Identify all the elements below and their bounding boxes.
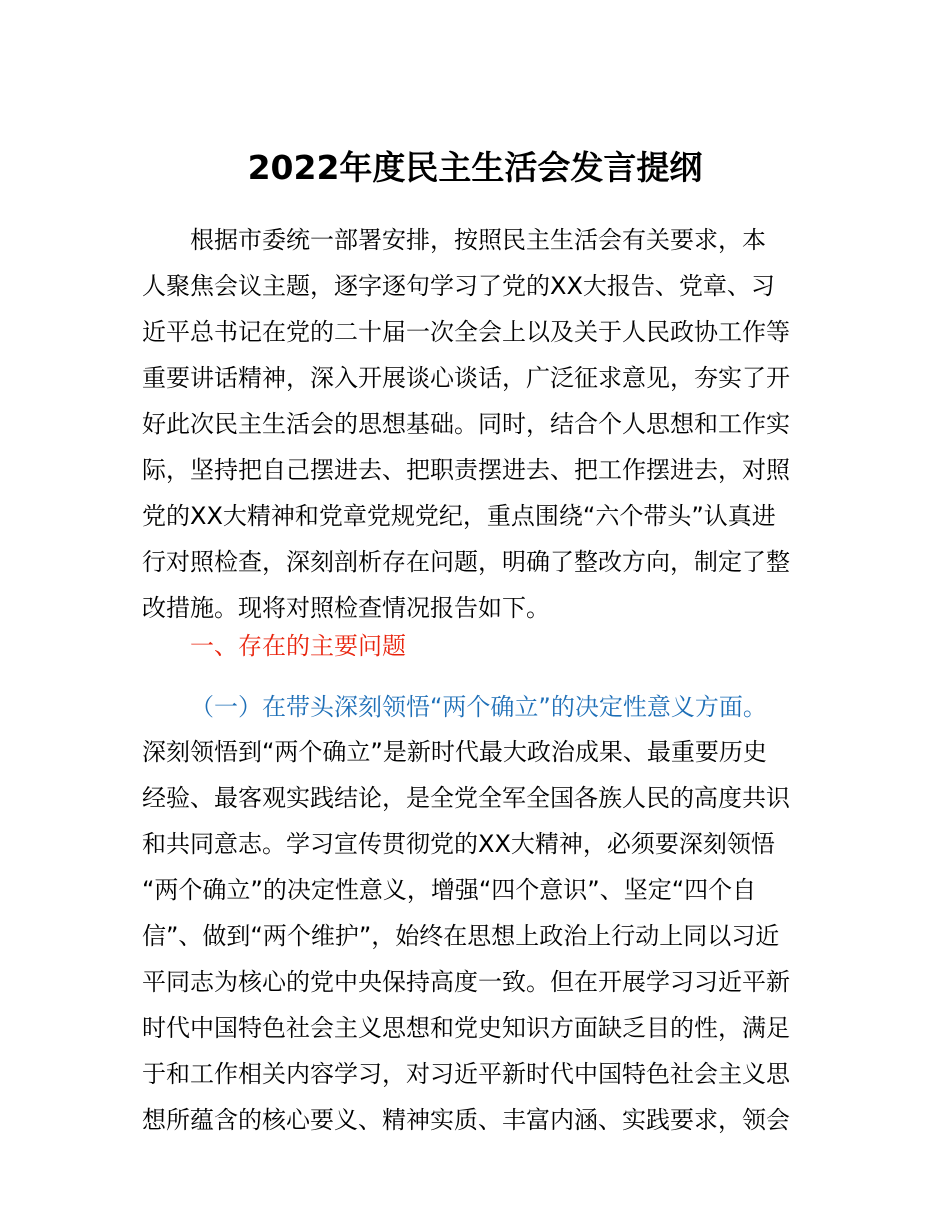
- intro-line-3: 近平总书记在党的二十届一次全会上以及关于人民政协工作等: [142, 318, 790, 346]
- body-line-4: “两个确立”的决定性意义，增强“四个意识”、坚定“四个自: [142, 876, 757, 904]
- intro-line-8: 行对照检查，深刻剖析存在问题，明确了整改方向，制定了整: [142, 548, 790, 576]
- subsection-heading-1: （一）在带头深刻领悟“两个确立”的决定性意义方面。: [190, 693, 767, 721]
- body-line-1: 深刻领悟到“两个确立”是新时代最大政治成果、最重要历史: [142, 738, 767, 766]
- body-line-7: 时代中国特色社会主义思想和党史知识方面缺乏目的性，满足: [142, 1014, 790, 1042]
- body-line-8: 于和工作相关内容学习，对习近平新时代中国特色社会主义思: [142, 1060, 790, 1088]
- intro-line-2: 人聚焦会议主题，逐字逐句学习了党的XX大报告、党章、习: [142, 272, 775, 300]
- intro-line-5: 好此次民主生活会的思想基础。同时，结合个人思想和工作实: [142, 410, 790, 438]
- section-heading-problems: 一、存在的主要问题: [190, 632, 406, 660]
- intro-line-9: 改措施。现将对照检查情况报告如下。: [142, 594, 550, 622]
- body-line-3: 和共同意志。学习宣传贯彻党的XX大精神，必须要深刻领悟: [142, 830, 775, 858]
- body-line-2: 经验、最客观实践结论，是全党全军全国各族人民的高度共识: [142, 784, 790, 812]
- body-line-6: 平同志为核心的党中央保持高度一致。但在开展学习习近平新: [142, 968, 790, 996]
- document-title: 2022年度民主生活会发言提纲: [247, 148, 703, 187]
- intro-line-4: 重要讲话精神，深入开展谈心谈话，广泛征求意见，夯实了开: [142, 364, 790, 392]
- intro-line-1: 根据市委统一部署安排，按照民主生活会有关要求，本: [190, 226, 766, 254]
- intro-line-6: 际，坚持把自己摆进去、把职责摆进去、把工作摆进去，对照: [142, 456, 790, 484]
- body-line-9: 想所蕴含的核心要义、精神实质、丰富内涵、实践要求，领会: [142, 1106, 790, 1134]
- body-line-5: 信”、做到“两个维护”，始终在思想上政治上行动上同以习近: [142, 922, 780, 950]
- intro-line-7: 党的XX大精神和党章党规党纪，重点围绕“六个带头”认真进: [142, 502, 776, 530]
